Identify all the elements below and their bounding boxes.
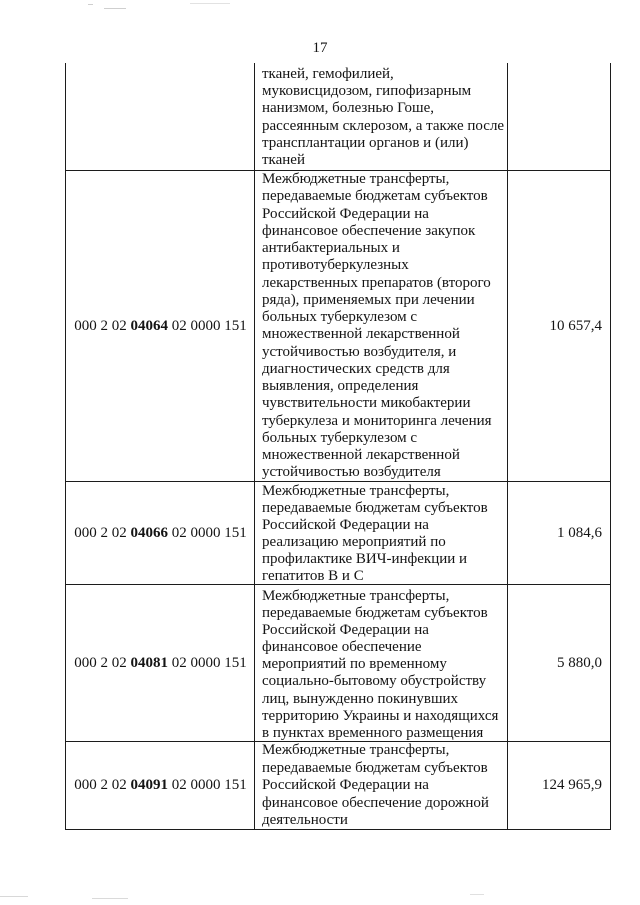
code-cell bbox=[65, 63, 254, 170]
table-row bbox=[65, 585, 611, 742]
amount-cell bbox=[507, 585, 611, 742]
amount-cell bbox=[507, 63, 611, 170]
code-highlight: 04066 bbox=[130, 525, 168, 541]
description-cell: Межбюджетные трансферты, передаваемые бюджетам субъектов Российской Федерации на финансовое обеспечение закупок антибактериальных и противотуберкулезных лекарственных препаратов (второго ряда), применяемых при лечении больных туберкулезом с множественной лекарственной устойчивостью возбудителя, и диагностических средств для выявления, определения чувствительности микобактерии туберкулеза и мониторинга лечения больных туберкулезом с множественной лекарственной устойчивостью возбудителя bbox=[254, 171, 507, 482]
code-suffix: 02 0000 151 bbox=[171, 654, 247, 671]
code-highlight: 04091 bbox=[130, 777, 168, 794]
amount-value: 124 965,9 bbox=[542, 777, 602, 794]
table-row bbox=[65, 171, 611, 482]
amount-value: 10 657,4 bbox=[549, 317, 602, 334]
description-cell: тканей, гемофилией, муковисцидозом, гипофизарным нанизмом, болезнью Гоше, рассеянным склерозом, а также после трансплантации органов и (или) тканей bbox=[254, 63, 507, 170]
amount-value: 5 880,0 bbox=[557, 654, 602, 671]
code-cell bbox=[65, 171, 254, 482]
scan-mark bbox=[0, 896, 28, 897]
code-highlight: 04081 bbox=[130, 654, 168, 671]
scan-mark bbox=[104, 8, 126, 9]
code-prefix: 000 2 02 bbox=[74, 654, 127, 671]
scan-mark bbox=[88, 4, 93, 5]
code-cell bbox=[65, 742, 254, 830]
code-highlight: 04064 bbox=[130, 317, 168, 334]
scan-mark bbox=[190, 3, 230, 4]
scan-mark bbox=[92, 898, 128, 899]
description-cell: Межбюджетные трансферты, передаваемые бюджетам субъектов Российской Федерации на финансовое обеспечение мероприятий по временному социально-бытовому обустройству лиц, вынужденно покинувших территорию Украины и находящихся в пунктах временного размещения bbox=[254, 585, 507, 742]
code-suffix: 02 0000 151 bbox=[171, 525, 247, 541]
amount-value: 1 084,6 bbox=[557, 525, 602, 541]
budget-table bbox=[65, 63, 611, 830]
description-cell: Межбюджетные трансферты, передаваемые бюджетам субъектов Российской Федерации на реализацию мероприятий по профилактике ВИЧ-инфекции и гепатитов В и С bbox=[254, 482, 507, 585]
scan-mark bbox=[470, 894, 484, 895]
table-row bbox=[65, 742, 611, 830]
table-row bbox=[65, 63, 611, 171]
code-prefix: 000 2 02 bbox=[74, 317, 127, 334]
amount-cell bbox=[507, 742, 611, 830]
amount-cell bbox=[507, 171, 611, 482]
description-cell: Межбюджетные трансферты, передаваемые бюджетам субъектов Российской Федерации на финансовое обеспечение дорожной деятельности bbox=[254, 742, 507, 830]
table-row bbox=[65, 482, 611, 585]
code-prefix: 000 2 02 bbox=[74, 525, 127, 541]
page-number: 17 bbox=[312, 40, 328, 56]
code-prefix: 000 2 02 bbox=[74, 777, 127, 794]
code-cell bbox=[65, 585, 254, 742]
code-suffix: 02 0000 151 bbox=[171, 777, 247, 794]
amount-cell bbox=[507, 482, 611, 585]
code-cell bbox=[65, 482, 254, 585]
code-suffix: 02 0000 151 bbox=[171, 317, 247, 334]
